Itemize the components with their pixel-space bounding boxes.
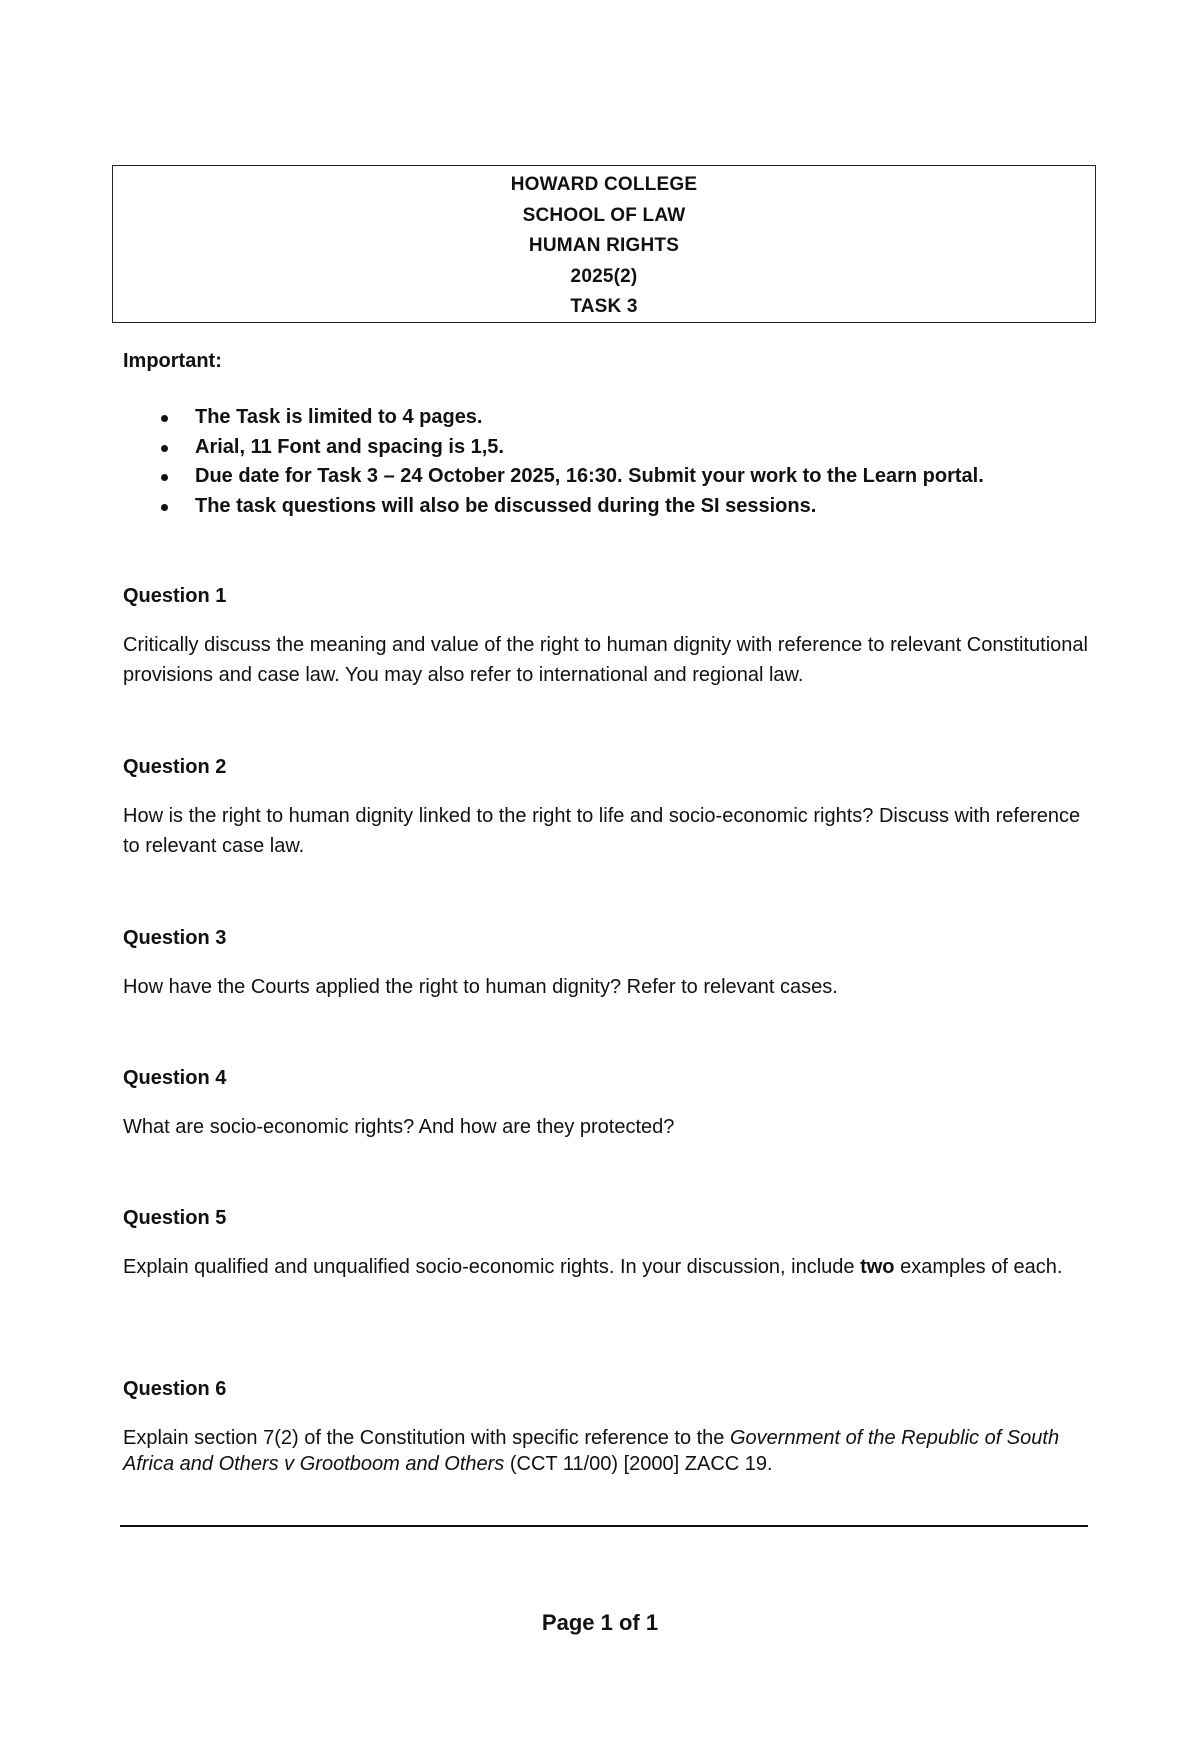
bullet-icon <box>161 415 168 422</box>
question-5-text: Explain qualified and unqualified socio-economic rights. In your discussion, include two examples of each. <box>123 1256 1063 1278</box>
question-1-text: Critically discuss the meaning and value of the right to human dignity with reference to relevant Constitutional provisions and case law. You may also refer to international and regional law. <box>123 634 1088 686</box>
question-4-text: What are socio-economic rights? And how are they protected? <box>123 1116 675 1138</box>
bullet-icon <box>161 445 168 452</box>
question-2-text: How is the right to human dignity linked to the right to life and socio-economic rights? Discuss with reference to relevant case law. <box>123 805 1081 857</box>
important-list <box>123 403 1083 521</box>
year-term: 2025(2) <box>570 265 638 287</box>
emphasis-bold: two <box>860 1256 895 1278</box>
list-item: The Task is limited to 4 pages. <box>123 403 1083 433</box>
course-name: HUMAN RIGHTS <box>528 235 680 256</box>
bullet-icon <box>161 474 168 481</box>
question-6-text: Explain section 7(2) of the Constitution with specific reference to the Government of the Republic of South Africa and Others v Grootboom and Others (CCT 11/00) [2000] ZACC 19. <box>123 1427 1060 1475</box>
list-item: Arial, 11 Font and spacing is 1,5. <box>123 433 1083 463</box>
school-name: SCHOOL OF LAW <box>522 204 686 226</box>
case-citation: Government of the Republic of South Africa and Others v Grootboom and Others <box>123 1427 1060 1475</box>
question-1-title: Question 1 <box>123 585 227 607</box>
footer-divider <box>120 1525 1088 1527</box>
question-6-title: Question 6 <box>123 1378 227 1400</box>
title-box <box>112 165 1096 323</box>
list-item: The task questions will also be discussed during the SI sessions. <box>123 492 1083 522</box>
question-3-text: How have the Courts applied the right to human dignity? Refer to relevant cases. <box>123 976 838 998</box>
list-item: Due date for Task 3 – 24 October 2025, 16:30. Submit your work to the Learn portal. <box>123 462 1083 492</box>
institution-name: HOWARD COLLEGE <box>510 174 698 195</box>
task-title: TASK 3 <box>570 296 638 317</box>
question-4-title: Question 4 <box>123 1067 227 1089</box>
page-number: Page 1 of 1 <box>541 1610 659 1635</box>
important-label: Important: <box>123 350 222 372</box>
bullet-icon <box>161 504 168 511</box>
question-2-title: Question 2 <box>123 756 227 778</box>
question-3-title: Question 3 <box>123 927 227 949</box>
question-5-title: Question 5 <box>123 1207 227 1229</box>
